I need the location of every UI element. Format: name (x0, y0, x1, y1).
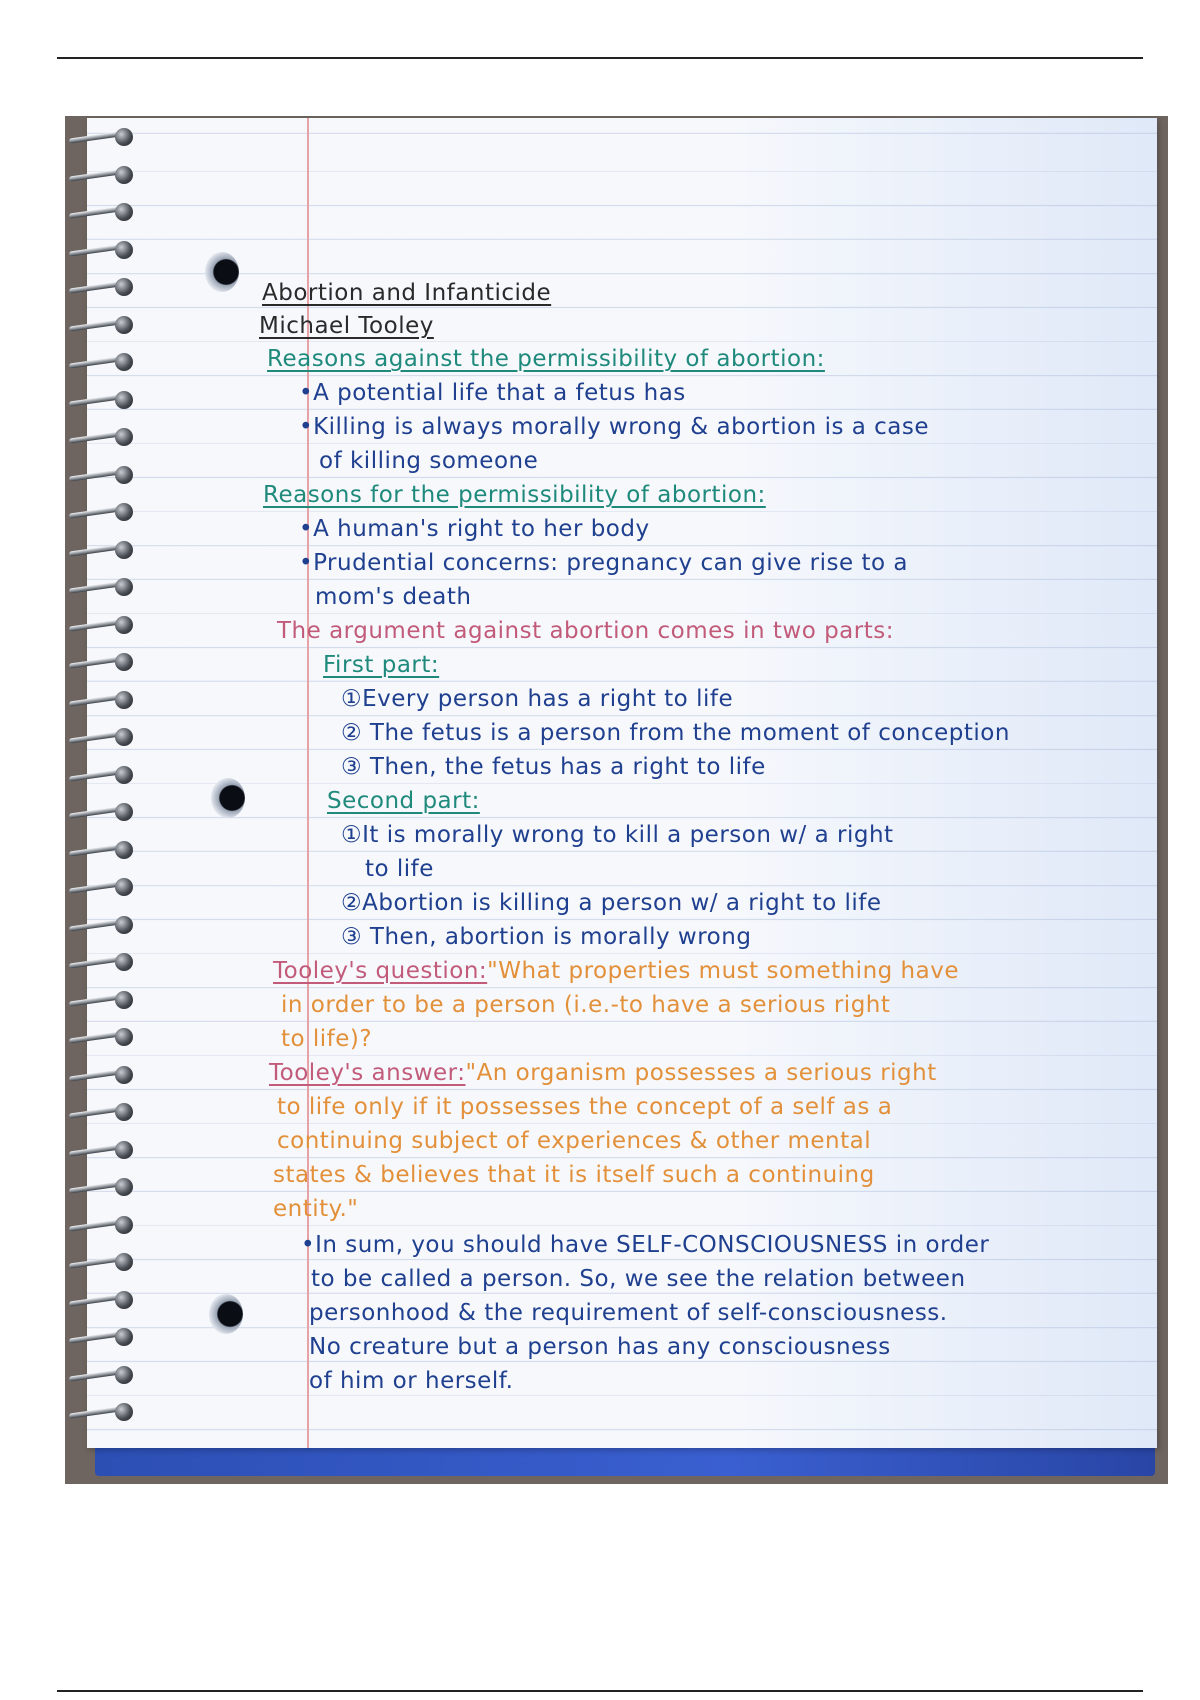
first-part-label: First part: (323, 652, 440, 678)
spiral-coil (69, 503, 135, 519)
second-conclusion: ③ Then, abortion is morally wrong (341, 924, 752, 950)
spiral-coil (69, 278, 135, 294)
spiral-coil (69, 1366, 135, 1382)
for-heading: Reasons for the permissibility of abortion: (263, 482, 766, 508)
question-line-3: to life)? (281, 1026, 373, 1052)
spiral-coil (69, 1028, 135, 1044)
first-conclusion: ③ Then, the fetus has a right to life (341, 754, 766, 780)
notebook-photo (65, 116, 1168, 1484)
bottom-rule (57, 1690, 1143, 1692)
spiral-coil (69, 391, 135, 407)
summary-line-2: to be called a person. So, we see the relation between (311, 1266, 966, 1292)
answer-text: "An organism possesses a serious right (465, 1060, 937, 1086)
answer-line-1 (269, 1060, 937, 1086)
spiral-coil (69, 841, 135, 857)
spiral-coil (69, 578, 135, 594)
spiral-coil (69, 728, 135, 744)
spiral-coil (69, 616, 135, 632)
spiral-coil (69, 241, 135, 257)
answer-line-4: states & believes that it is itself such a continuing (273, 1162, 875, 1188)
answer-label: Tooley's answer: (269, 1060, 466, 1086)
spiral-coil (69, 916, 135, 932)
spiral-coil (69, 353, 135, 369)
second-premise-1: ①It is morally wrong to kill a person w/ a right (341, 822, 894, 848)
second-premise-1-cont: to life (365, 856, 434, 882)
for-bullet-1: •A human's right to her body (299, 516, 650, 542)
spiral-coil (69, 203, 135, 219)
summary-line-5: of him or herself. (309, 1368, 514, 1394)
summary-line-3: personhood & the requirement of self-consciousness. (309, 1300, 948, 1326)
handwritten-notes (87, 118, 1157, 1448)
first-premise-1: ①Every person has a right to life (341, 686, 734, 712)
spiral-binding (69, 128, 149, 1448)
spiral-coil (69, 803, 135, 819)
question-text: "What properties must something have (487, 958, 959, 984)
notes-author: Michael Tooley (259, 313, 434, 339)
spiral-coil (69, 991, 135, 1007)
spiral-coil (69, 128, 135, 144)
spiral-coil (69, 1291, 135, 1307)
spiral-coil (69, 316, 135, 332)
spiral-coil (69, 541, 135, 557)
spiral-coil (69, 1141, 135, 1157)
spiral-coil (69, 1328, 135, 1344)
spiral-coil (69, 1103, 135, 1119)
spiral-coil (69, 1178, 135, 1194)
answer-line-2: to life only if it possesses the concept of a self as a (277, 1094, 893, 1120)
answer-line-3: continuing subject of experiences & other mental (277, 1128, 872, 1154)
first-premise-2: ② The fetus is a person from the moment of conception (341, 720, 1010, 746)
spiral-coil (69, 1066, 135, 1082)
summary-line-4: No creature but a person has any consciousness (309, 1334, 891, 1360)
spiral-coil (69, 878, 135, 894)
spiral-coil (69, 953, 135, 969)
notes-title: Abortion and Infanticide (262, 280, 552, 306)
summary-line-1: •In sum, you should have SELF-CONSCIOUSNESS in order (301, 1232, 990, 1258)
second-part-label: Second part: (327, 788, 480, 814)
spiral-coil (69, 1403, 135, 1419)
against-bullet-2: •Killing is always morally wrong & abortion is a case (299, 414, 930, 440)
spiral-coil (69, 766, 135, 782)
spiral-coil (69, 166, 135, 182)
question-label: Tooley's question: (273, 958, 488, 984)
question-line-2: in order to be a person (i.e.-to have a serious right (281, 992, 891, 1018)
for-bullet-2: •Prudential concerns: pregnancy can give rise to a (299, 550, 908, 576)
notebook-page (87, 118, 1157, 1448)
against-bullet-1: •A potential life that a fetus has (299, 380, 686, 406)
spiral-coil (69, 1216, 135, 1232)
spiral-coil (69, 466, 135, 482)
answer-line-5: entity." (273, 1196, 359, 1222)
spiral-coil (69, 653, 135, 669)
second-premise-2: ②Abortion is killing a person w/ a right to life (341, 890, 882, 916)
question-line-1 (273, 958, 959, 984)
spiral-coil (69, 691, 135, 707)
argument-intro: The argument against abortion comes in two parts: (277, 618, 894, 644)
top-rule (57, 57, 1143, 59)
spiral-coil (69, 1253, 135, 1269)
against-heading: Reasons against the permissibility of abortion: (267, 346, 825, 372)
for-bullet-2-cont: mom's death (315, 584, 472, 610)
spiral-coil (69, 428, 135, 444)
against-bullet-2-cont: of killing someone (319, 448, 539, 474)
